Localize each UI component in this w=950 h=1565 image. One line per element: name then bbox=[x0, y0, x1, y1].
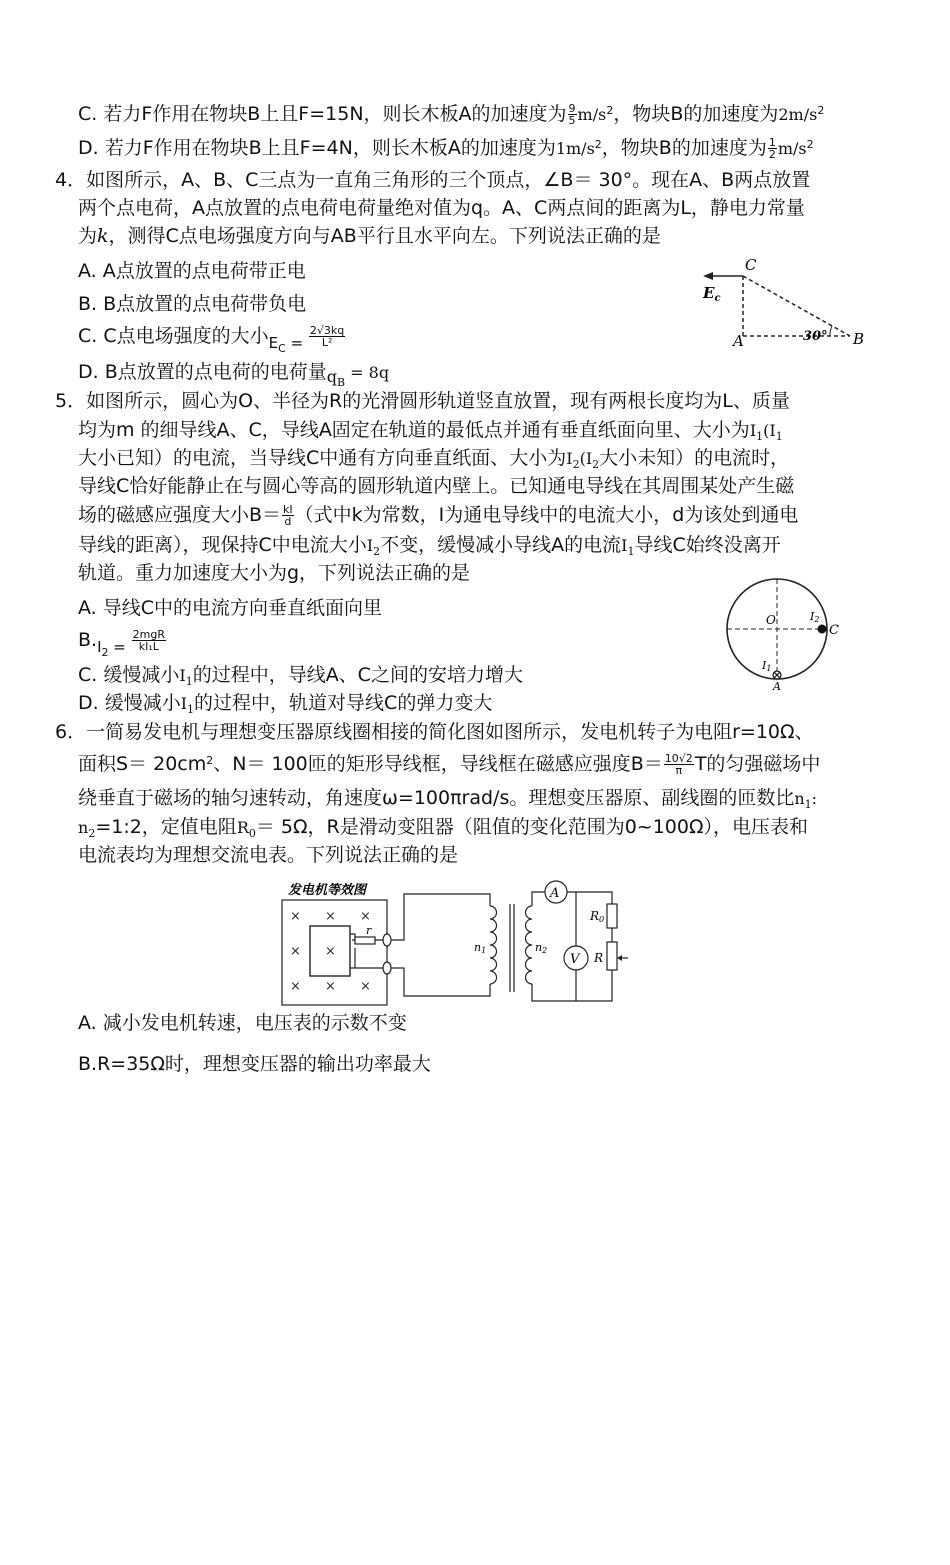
q3-option-d: D. 若力F作用在物块B上且F=4N，则长木板A的加速度为$1m/s^2$，物块B的加速度为 $\frac{1}{2}$ $m/s^2$ bbox=[78, 136, 814, 161]
label-voltmeter: V bbox=[570, 952, 580, 967]
q5-option-b: $B._{I_2 =}$ $\frac{\text{2mgR}}{\text{kI₁L}}$ bbox=[78, 628, 165, 659]
circular-track-figure bbox=[722, 576, 852, 696]
slip-ring-upper bbox=[383, 934, 391, 946]
field-cross-icon: × bbox=[325, 979, 336, 994]
q5-stem-line5: 场的磁感应强度大小B＝ $\frac{kI}{d}$ （式中k为常数，I为通电导线中的电流大小，d为该处到通电 bbox=[78, 503, 799, 528]
q3-option-c: C. 若力F作用在物块B上且F=15N，则长木板A的加速度为 $\frac{9}{5}$ $m/s^2$，物块B的加速度为$2m/s^2$ bbox=[78, 102, 825, 127]
label-r: r bbox=[366, 924, 372, 937]
q5-option-d: D. 缓慢减小$I_1$的过程中，轨道对导线C的弹力变大 bbox=[78, 692, 493, 716]
q5-stem-line4: 导线C恰好能静止在与圆心等高的圆形轨道内壁上。已知通电导线在其周围某处产生磁 bbox=[78, 475, 795, 497]
wire-c-dot bbox=[818, 625, 827, 634]
q4-stem-line2: 两个点电荷，A点放置的点电荷电荷量绝对值为q。A、C两点间的距离为L，静电力常量 bbox=[78, 197, 805, 219]
label-o: O bbox=[766, 613, 776, 627]
label-a: A bbox=[733, 332, 744, 350]
resistor-r0 bbox=[607, 904, 617, 928]
resistor-r bbox=[355, 937, 375, 944]
triangle-figure bbox=[695, 258, 875, 350]
q6-stem-line4: $n_2=1:2$，定值电阻$R_0= 5\Omega$，R是滑动变阻器（阻值的变化范围为0~100Ω），电压表和 bbox=[78, 816, 809, 840]
slip-ring-lower bbox=[383, 962, 391, 974]
q5-stem-line6: 导线的距离），现保持C中电流大小$I_2$不变，缓慢减小导线A的电流$I_1$导线C始终没离开 bbox=[78, 534, 781, 558]
field-cross-icon: × bbox=[325, 944, 336, 959]
q4-option-d: D. B点放置的点电荷的电荷量$_{q_B}$ = 8q bbox=[78, 361, 390, 389]
label-c: C bbox=[829, 623, 839, 638]
secondary-coil bbox=[526, 906, 533, 984]
label-c: C bbox=[745, 258, 757, 274]
q6-stem-line1: 6．一简易发电机与理想变压器原线圈相接的简化图如图所示，发电机转子为电阻r=10Ω、 bbox=[55, 721, 814, 743]
label-rheostat: R bbox=[594, 951, 604, 965]
primary-coil bbox=[490, 906, 497, 984]
q5-stem-line2: 均为m 的细导线A、C，导线A固定在轨道的最低点并通有垂直纸面向里、大小为$I_1(I_1$ bbox=[78, 419, 783, 443]
field-cross-icon: × bbox=[360, 909, 371, 924]
q6-stem-line2: 面积$S= 20cm^2$、N＝ 100匝的矩形导线框，导线框在磁感应强度B＝ $\frac{10√2}{\pi}$ T的匀强磁场中 bbox=[78, 752, 821, 777]
q5-option-a: A. 导线C中的电流方向垂直纸面向里 bbox=[78, 597, 383, 619]
label-n2: n2 bbox=[535, 941, 548, 955]
q5-stem-line7: 轨道。重力加速度大小为g，下列说法正确的是 bbox=[78, 562, 471, 584]
label-i1: I1 bbox=[762, 659, 772, 673]
rheostat-r bbox=[607, 942, 617, 970]
slider-arrow-icon bbox=[617, 955, 622, 961]
label-ec: $E_c$ bbox=[703, 284, 721, 304]
q4-stem-line1: 4．如图所示，A、B、C三点为一直角三角形的三个顶点，∠B＝ 30°。现在A、B两点放置 bbox=[55, 169, 811, 191]
field-arrow-icon bbox=[703, 272, 713, 280]
q6-stem-line3: 绕垂直于磁场的轴匀速转动，角速度ω=100πrad/s。理想变压器原、副线圈的匝数比$n_1$: bbox=[78, 787, 818, 811]
generator-title: 发电机等效图 bbox=[288, 883, 367, 898]
q5-stem-line1: 5．如图所示，圆心为O、半径为R的光滑圆形轨道竖直放置，现有两根长度均为L、质量 bbox=[55, 390, 790, 412]
field-cross-icon: × bbox=[290, 944, 301, 959]
field-cross-icon: × bbox=[360, 979, 371, 994]
label-ammeter: A bbox=[550, 886, 560, 901]
label-a: A bbox=[773, 680, 781, 693]
q4-stem-line3: 为k，测得C点电场强度方向与AB平行且水平向左。下列说法正确的是 bbox=[78, 225, 661, 247]
q6-option-a: A. 减小发电机转速，电压表的示数不变 bbox=[78, 1012, 407, 1034]
q4-option-b: B. B点放置的点电荷带负电 bbox=[78, 293, 307, 315]
q4-option-a: A. A点放置的点电荷带正电 bbox=[78, 260, 306, 282]
q4-option-c: C. C点电场强度的大小$_{E_C =}$ $\frac{2√3kq}{\text{L²}}$ bbox=[78, 324, 345, 355]
q5-stem-line3: 大小已知）的电流，当导线C中通有方向垂直纸面、大小为$I_2(I_2$大小未知）的电流时， bbox=[78, 447, 790, 471]
label-i2: I2 bbox=[810, 610, 820, 624]
q6-stem-line5: 电流表均为理想交流电表。下列说法正确的是 bbox=[78, 844, 459, 866]
field-cross-icon: × bbox=[290, 979, 301, 994]
label-b: B bbox=[853, 330, 865, 348]
q5-option-c: C. 缓慢减小$I_1$的过程中，导线A、C之间的安培力增大 bbox=[78, 664, 523, 688]
field-cross-icon: × bbox=[325, 909, 336, 924]
label-n1: n1 bbox=[474, 941, 487, 955]
generator-circuit-figure bbox=[280, 876, 630, 1008]
label-r0: R0 bbox=[590, 909, 605, 924]
label-angle: 30° bbox=[803, 329, 828, 344]
field-cross-icon: × bbox=[290, 909, 301, 924]
q6-option-b: B.R=35Ω时，理想变压器的输出功率最大 bbox=[78, 1053, 431, 1075]
